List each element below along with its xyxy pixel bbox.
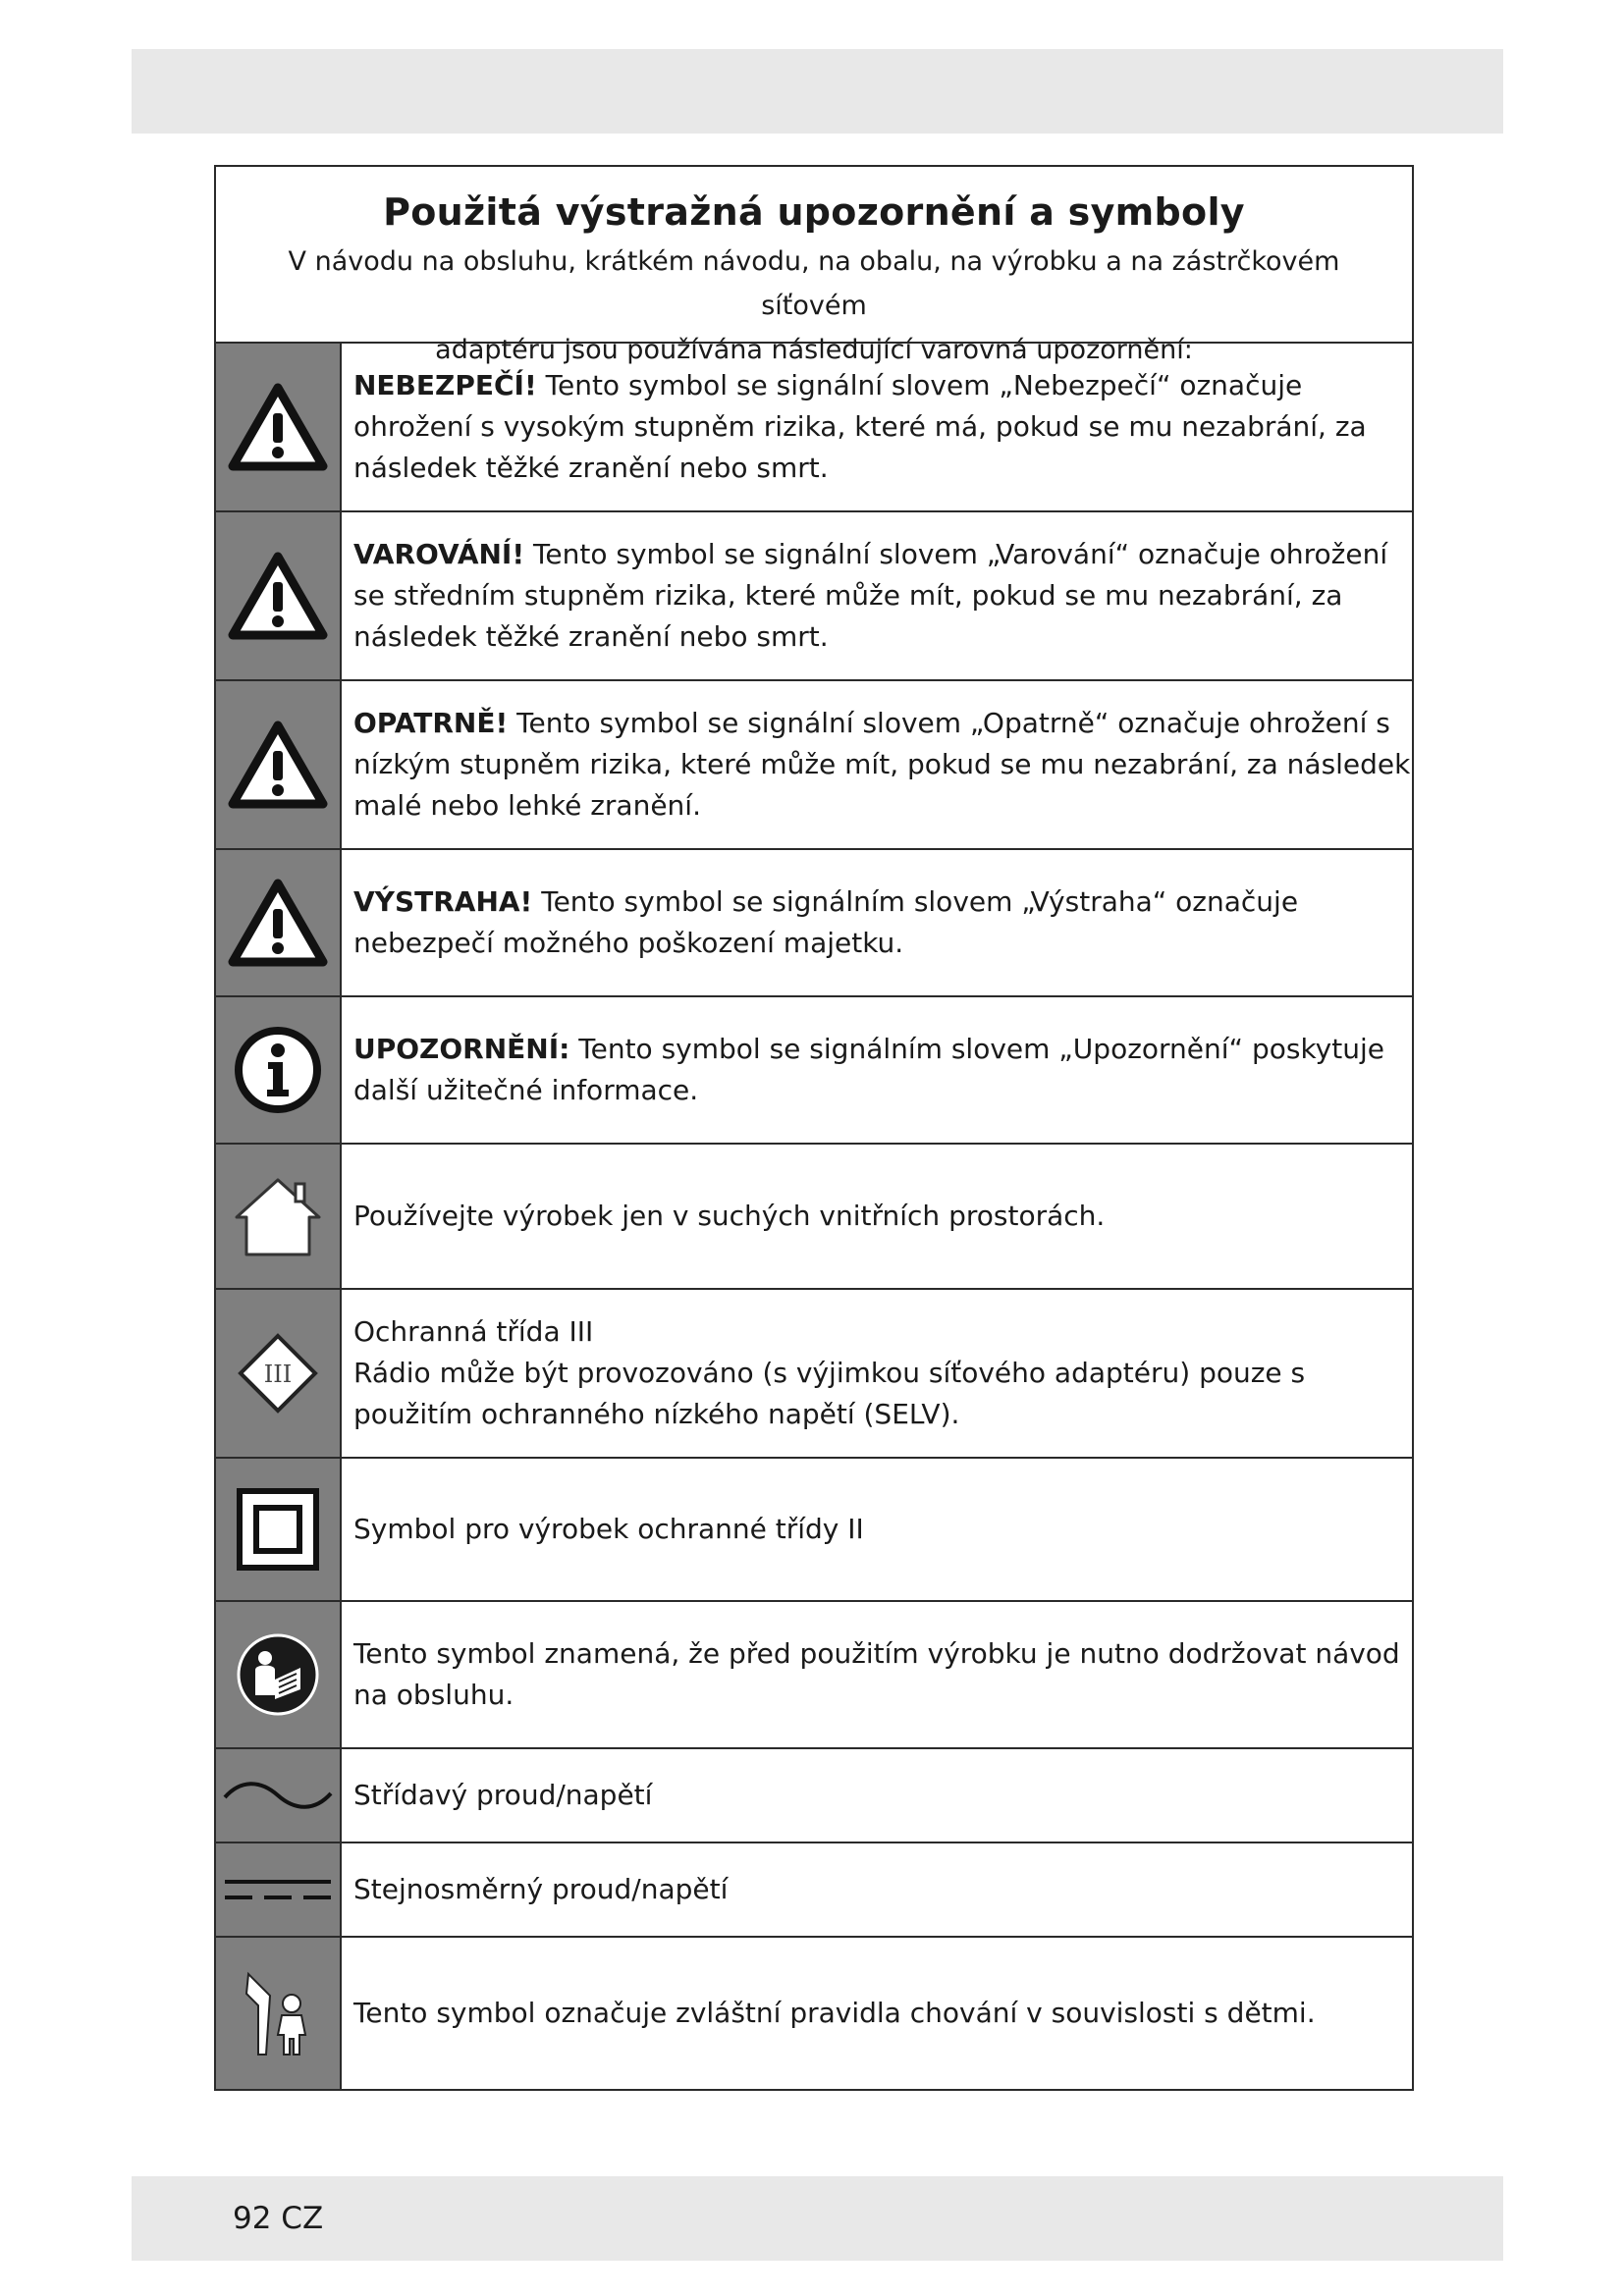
alternating-current-icon (221, 1776, 335, 1815)
icon-cell (216, 1843, 342, 1936)
header-band (132, 49, 1503, 133)
row-text: Rádio může být provozováno (s výjimkou síťového adaptéru) pouze s použitím ochranného nízkého napětí (SELV). (353, 1357, 1306, 1430)
house-icon (231, 1174, 325, 1258)
warning-triangle-icon (227, 551, 329, 641)
row-heading: Ochranná třída III (353, 1315, 594, 1348)
row-text: Symbol pro výrobek ochranné třídy II (353, 1513, 864, 1545)
row-text: OPATRNĚ! Tento symbol se signální slovem „Opatrně“ označuje ohrožení s nízkým stupněm rizika, které může mít, pokud se mu nezabrání, za následek malé nebo lehké zranění. (353, 707, 1411, 822)
table-row (216, 512, 1412, 681)
signal-word: NEBEZPEČÍ! (353, 369, 537, 401)
icon-cell (216, 850, 342, 995)
signal-word: VAROVÁNÍ! (353, 538, 525, 570)
row-text: Stejnosměrný proud/napětí (353, 1873, 729, 1905)
row-text: Tento symbol znamená, že před použitím výrobku je nutno dodržovat návod na obsluhu. (353, 1637, 1400, 1711)
warning-triangle-icon (227, 382, 329, 472)
footer-band (132, 2176, 1503, 2261)
protection-class-iii-icon (237, 1332, 319, 1415)
table-row (216, 1145, 1412, 1290)
table-row (216, 850, 1412, 997)
table-row (216, 1602, 1412, 1749)
info-icon (233, 1025, 323, 1115)
warning-triangle-icon (227, 720, 329, 810)
table-row (216, 1938, 1412, 2089)
icon-cell (216, 1290, 342, 1457)
table-header (216, 167, 1412, 365)
icon-cell (216, 512, 342, 679)
row-text: Používejte výrobek jen v suchých vnitřních prostorách. (353, 1200, 1106, 1232)
table-row (216, 1459, 1412, 1602)
intro-line-1: V návodu na obsluhu, krátkém návodu, na obalu, na výrobku a na zástrčkovém síťovém (288, 246, 1340, 321)
intro-line-2: adaptéru jsou používána následující varovná upozornění: (435, 335, 1193, 365)
row-text: Střídavý proud/napětí (353, 1779, 653, 1811)
icon-cell (216, 681, 342, 848)
page-title: Použitá výstražná upozornění a symboly (383, 190, 1245, 234)
table-row (216, 1749, 1412, 1843)
table-row (216, 1843, 1412, 1938)
svg-text:III: III (263, 1361, 293, 1388)
symbols-table (214, 165, 1414, 2091)
row-text: VÝSTRAHA! Tento symbol se signálním slovem „Výstraha“ označuje nebezpečí možného poškození majetku. (353, 885, 1299, 959)
children-safety-icon (237, 1966, 319, 2060)
signal-word: OPATRNĚ! (353, 707, 509, 739)
page-number: 92 CZ (233, 2201, 324, 2236)
icon-cell (216, 1459, 342, 1600)
table-row (216, 1290, 1412, 1459)
read-manual-icon (236, 1632, 320, 1717)
icon-cell (216, 344, 342, 510)
table-row (216, 344, 1412, 512)
icon-cell (216, 997, 342, 1143)
row-text: NEBEZPEČÍ! Tento symbol se signální slovem „Nebezpečí“ označuje ohrožení s vysokým stupněm rizika, které má, pokud se mu nezabrání, za následek těžké zranění nebo smrt. (353, 369, 1367, 484)
row-text: VAROVÁNÍ! Tento symbol se signální slovem „Varování“ označuje ohrožení se středním stupněm rizika, které může mít, pokud se mu nezabrání, za následek těžké zranění nebo smrt. (353, 538, 1388, 653)
signal-word: UPOZORNĚNÍ: (353, 1033, 570, 1065)
signal-word: VÝSTRAHA! (353, 885, 533, 918)
icon-cell (216, 1938, 342, 2089)
table-row (216, 997, 1412, 1145)
protection-class-ii-icon (237, 1488, 319, 1571)
direct-current-icon (221, 1870, 335, 1909)
row-text: UPOZORNĚNÍ: Tento symbol se signálním slovem „Upozornění“ poskytuje další užitečné informace. (353, 1033, 1384, 1106)
icon-cell (216, 1145, 342, 1288)
icon-cell (216, 1749, 342, 1842)
row-text: Tento symbol označuje zvláštní pravidla chování v souvislosti s dětmi. (353, 1997, 1316, 2029)
icon-cell (216, 1602, 342, 1747)
warning-triangle-icon (227, 878, 329, 968)
table-row (216, 681, 1412, 850)
